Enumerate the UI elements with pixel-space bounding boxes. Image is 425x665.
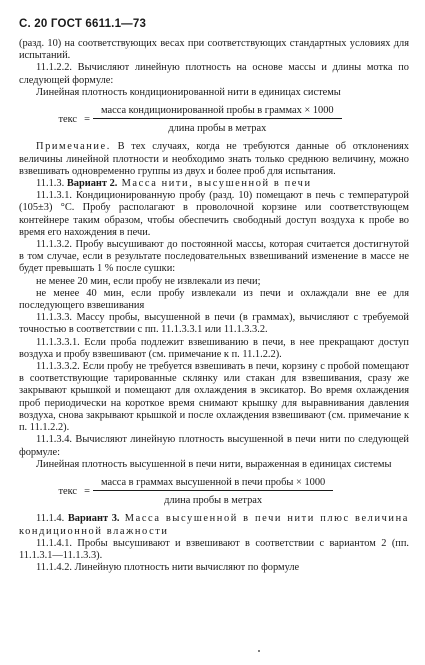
formula-oven-dried bbox=[19, 477, 409, 507]
paragraph-linear-density-dried: Линейная плотность высушенной в печи нити, выраженная в единицах системы bbox=[36, 458, 392, 470]
page-header: С. 20 ГОСТ 6611.1—73 bbox=[19, 18, 147, 30]
formula-denominator: длина пробы в метрах bbox=[164, 495, 263, 507]
section-number: 11.1.4. bbox=[36, 513, 65, 525]
paragraph-111332: 11.1.3.3.2. Если пробу не требуется взвешивать в печи, корзину с пробой помещают в соответствующие тарированные склянку или стакан для взвешивания, сразу же закрывают крышкой и помещают для охлаждения в эксикатор. Во время охлаждения проб периодически на короткое время снимают крышку для выравнивания давления воздуха, снова закрывают крышкой и после охлаждения взвешивают (см. примечание к п. 11.1.2.2). bbox=[19, 361, 409, 434]
formula-equals: = bbox=[84, 114, 90, 126]
formula-numerator: масса кондиционированной пробы в граммах × 1000 bbox=[93, 105, 342, 119]
paragraph-11134: 11.1.3.4. Вычисляют линейную плотность высушенной в печи нити по следующей формуле: bbox=[19, 434, 409, 458]
page-mark bbox=[258, 650, 260, 652]
paragraph-11133: 11.1.3.3. Массу пробы, высушенной в печи (в граммах), вычисляют с требуемой точностью в соответствии с пп. 11.1.3.3.1 или 11.1.3.3.2. bbox=[19, 312, 409, 336]
list-item-40min: не менее 40 мин, если пробу извлекали из печи и охлаждали вне ее для последующего взвешивания bbox=[19, 287, 409, 312]
paragraph-11131: 11.1.3.1. Кондиционированную пробу (разд. 10) помещают в печь с температурой (105±3) °С. Пробу располагают в проволочной корзине или соответствующем контейнере таким образом, чтобы обеспечить свободный доступ воздуха к пробе во время его нахождения в печи. bbox=[19, 190, 409, 238]
note-text: В тех случаях, когда не требуются данные об отклонениях величины линейной плотности и необходимо знать только среднюю величину, можно взвешивать одновременно группы из двух и более проб для испытания. bbox=[19, 141, 409, 177]
formula-denominator: длина пробы в метрах bbox=[168, 123, 267, 135]
paragraph-11132: 11.1.3.2. Пробу высушивают до постоянной массы, которая считается достигнутой в том случае, если в результате последовательных взвешиваний изменение в массе не будет превышать 1 % после сушки: bbox=[19, 239, 409, 275]
variant-label: Вариант 3. bbox=[67, 513, 120, 525]
note-paragraph bbox=[19, 141, 409, 178]
section-heading-1114 bbox=[19, 513, 409, 537]
document-body bbox=[19, 38, 409, 574]
paragraph-continuation: (разд. 10) на соответствующих весах при соответствующих стандартных условиях для испытаний. bbox=[19, 38, 409, 62]
section-title: Масса нити, высушенной в печи bbox=[117, 178, 312, 190]
section-number: 11.1.3. bbox=[36, 178, 65, 190]
formula-fraction bbox=[93, 477, 333, 507]
paragraph-11141: 11.1.4.1. Пробы высушивают и взвешивают в соответствии с вариантом 2 (пп. 11.1.3.1—11.1.3.3). bbox=[19, 537, 409, 561]
variant-label: Вариант 2. bbox=[66, 178, 118, 190]
formula-label: текс bbox=[58, 486, 77, 497]
section-title: Масса высушенной в печи нити плюс величина кондиционной влажности bbox=[19, 513, 409, 537]
paragraph-11122: 11.1.2.2. Вычисляют линейную плотность на основе массы и длины мотка по следующей формуле: bbox=[19, 62, 409, 86]
formula-numerator: масса в граммах высушенной в печи пробы × 1000 bbox=[93, 477, 333, 491]
formula-conditioned bbox=[19, 105, 409, 135]
paragraph-111331: 11.1.3.3.1. Если проба подлежит взвешиванию в печи, в нее прекращают доступ воздуха и пробу взвешивают (см. примечание к п. 11.1.2.2). bbox=[19, 336, 409, 360]
list-item-20min: не менее 20 мин, если пробу не извлекали из печи; bbox=[36, 275, 261, 287]
paragraph-linear-density-conditioned: Линейная плотность кондиционированной нити в единицах системы bbox=[36, 86, 341, 98]
formula-equals: = bbox=[84, 486, 90, 497]
paragraph-11142: 11.1.4.2. Линейную плотность нити вычисляют по формуле bbox=[36, 562, 300, 574]
formula-label: текс bbox=[58, 114, 77, 126]
note-label: Примечание. bbox=[36, 141, 111, 153]
section-heading-1113 bbox=[19, 178, 409, 190]
formula-fraction bbox=[93, 105, 342, 135]
